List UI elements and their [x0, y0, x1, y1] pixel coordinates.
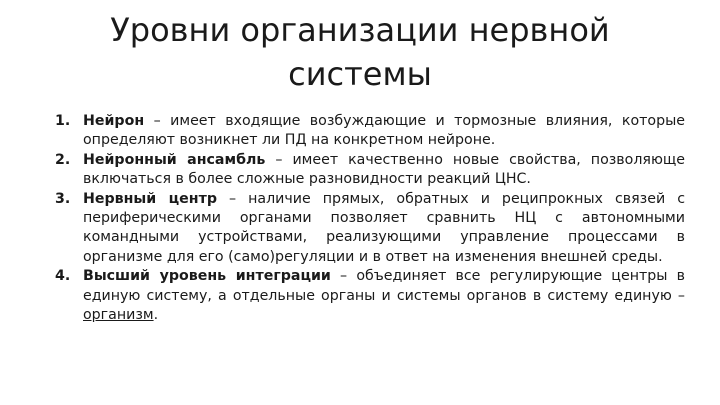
list-item-text: – наличие прямых, обратных и реципрокных связей с периферическими органами позволяет сравнить НЦ с автономными командными устройствами, реализующими управление процессами в организме для его (само)регуляции и в ответ на изменения внешней среды. — [83, 190, 685, 265]
list-item-term: Нейрон — [83, 113, 145, 129]
list-item-neuron-ensemble — [45, 151, 685, 190]
list-item-underlined-word: организм — [83, 307, 154, 324]
list-item-number: 4. — [55, 268, 71, 285]
list-item-number: 3. — [55, 190, 71, 207]
list-item-text: – имеет качественно новые свойства, позволяюще включаться в более сложные разновидности реакций ЦНС. — [83, 151, 685, 188]
list-item-text: – объединяет все регулирующие центры в единую систему, а отдельные органы и системы органов в систему единую – — [83, 268, 685, 304]
slide-title-line-1: Уровни организации нервной — [110, 11, 610, 49]
slide-title-line-2: системы — [288, 55, 432, 93]
levels-list — [45, 112, 685, 325]
list-item-term: Высший уровень интеграции — [83, 268, 331, 285]
list-item-text: – имеет входящие возбуждающие и тормозные влияния, которые определяют возникнет ли ПД на конкретном нейроне. — [83, 113, 685, 149]
list-item-term: Нейронный ансамбль — [83, 151, 266, 168]
list-item-number: 1. — [55, 113, 71, 129]
list-item-number: 2. — [55, 151, 71, 168]
list-item-nerve-center — [45, 190, 685, 268]
list-item-term: Нервный центр — [83, 190, 217, 207]
list-item-higher-integration — [45, 267, 685, 325]
slide-title — [60, 8, 660, 96]
list-item-end: . — [153, 307, 159, 324]
list-item-neuron — [45, 112, 685, 151]
